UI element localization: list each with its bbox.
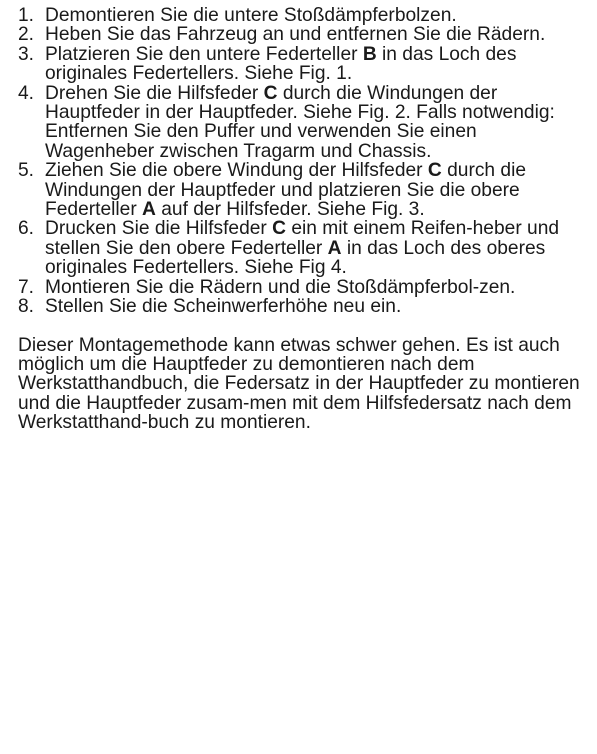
step-1 bbox=[18, 6, 590, 25]
step-text: durch die Windungen der Hauptfeder in der Hauptfeder. Siehe Fig. 2. Falls notwendig: Entfernen Sie den Puffer und verwenden Sie einen Wagenheber zwischen Tragarm und Chassis. bbox=[45, 82, 555, 162]
step-text: auf der Hilfsfeder. Siehe Fig. 3. bbox=[155, 199, 425, 221]
step-7 bbox=[18, 278, 590, 297]
step-text: Demontieren Sie die untere Stoßdämpferbolzen. bbox=[45, 5, 457, 26]
part-label-c: C bbox=[427, 160, 442, 182]
step-text: Platzieren Sie den untere Federteller bbox=[45, 43, 363, 65]
step-number: 2. bbox=[18, 24, 35, 46]
step-4 bbox=[18, 84, 590, 162]
step-number: 6. bbox=[18, 218, 35, 240]
step-number: 7. bbox=[18, 276, 35, 298]
part-label-b: B bbox=[362, 43, 377, 65]
step-number: 3. bbox=[18, 43, 35, 65]
step-text: Stellen Sie die Scheinwerferhöhe neu ein. bbox=[45, 296, 402, 318]
part-label-c: C bbox=[263, 82, 278, 104]
step-number: 5. bbox=[18, 160, 35, 182]
part-label-a: A bbox=[142, 199, 156, 221]
step-text: Montieren Sie die Rädern und die Stoßdämpferbol-zen. bbox=[45, 276, 516, 298]
step-5 bbox=[18, 161, 590, 219]
step-8 bbox=[18, 297, 590, 316]
closing-paragraph: Dieser Montagemethode kann etwas schwer gehen. Es ist auch möglich um die Hauptfeder zu demontieren nach dem Werkstatthandbuch, die Federsatz in der Hauptfeder zu montieren und die Hauptfeder zusam-men mit dem Hilfsfedersatz nach dem Werkstatthand-buch zu montieren. bbox=[18, 334, 580, 434]
step-text: Heben Sie das Fahrzeug an und entfernen Sie die Rädern. bbox=[45, 24, 546, 46]
step-text: Drehen Sie die Hilfsfeder bbox=[45, 82, 264, 104]
step-text: in das Loch des oberes originales Federtellers. Siehe Fig 4. bbox=[45, 237, 546, 279]
steps-list bbox=[18, 6, 590, 317]
step-3 bbox=[18, 45, 590, 84]
step-number: 4. bbox=[18, 82, 35, 104]
instructions-page bbox=[18, 6, 590, 452]
step-text: ein mit einem Reifen-heber und stellen Sie den obere Federteller bbox=[45, 218, 560, 259]
part-label-c: C bbox=[272, 218, 287, 240]
step-number: 8. bbox=[18, 296, 35, 318]
step-6 bbox=[18, 219, 590, 277]
step-text: durch die Windungen der Hauptfeder und platzieren Sie die obere Federteller bbox=[45, 160, 527, 221]
step-number: 1. bbox=[18, 5, 35, 26]
step-text: Drucken Sie die Hilfsfeder bbox=[45, 218, 273, 240]
step-text: in das Loch des originales Federtellers. Siehe Fig. 1. bbox=[45, 43, 517, 85]
part-label-a: A bbox=[327, 237, 342, 259]
step-2 bbox=[18, 25, 590, 44]
step-text: Ziehen Sie die obere Windung der Hilfsfeder bbox=[45, 160, 428, 182]
